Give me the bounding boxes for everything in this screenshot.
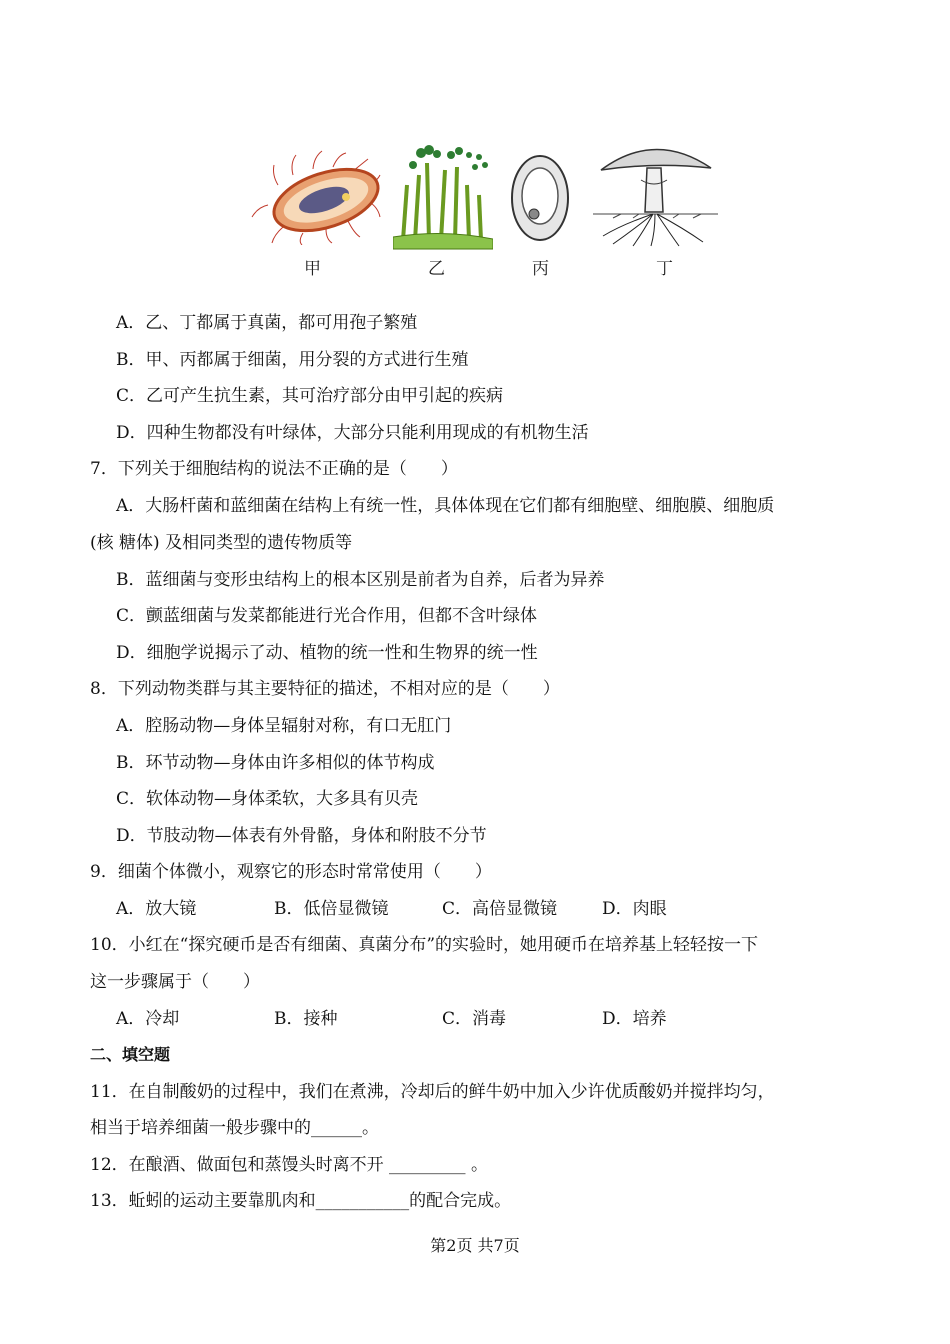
q7-option-a-line2: (核 糖体) 及相同类型的遗传物质等 — [90, 533, 353, 553]
q10-stem-line1: 10．小红在“探究硬币是否有细菌、真菌分布”的实验时，她用硬币在培养基上轻轻按一下 — [90, 935, 759, 955]
q10-option-c: C．消毒 — [442, 1009, 507, 1029]
q8-option-a: A．腔肠动物—身体呈辐射对称，有口无肛门 — [116, 716, 452, 736]
q10-option-a: A．冷却 — [116, 1009, 180, 1029]
q7-option-a-line1: A．大肠杆菌和蓝细菌在结构上有统一性，具体体现在它们都有细胞壁、细胞膜、细胞质 — [116, 496, 775, 516]
q8-stem: 8．下列动物类群与其主要特征的描述，不相对应的是（ ） — [90, 679, 560, 699]
q7-option-d: D．细胞学说揭示了动、植物的统一性和生物界的统一性 — [116, 643, 538, 663]
mushroom-illustration — [593, 140, 718, 250]
yeast-illustration — [508, 152, 572, 244]
q6-option-b: B．甲、丙都属于细菌，用分裂的方式进行生殖 — [116, 350, 469, 370]
mold-illustration — [393, 145, 493, 250]
q10-option-d: D．培养 — [602, 1009, 667, 1029]
q13: 13．蚯蚓的运动主要靠肌肉和___________的配合完成。 — [90, 1191, 512, 1211]
section-fill-in-heading: 二、填空题 — [90, 1045, 171, 1064]
figure-label-yi: 乙 — [428, 259, 445, 279]
q12: 12．在酿酒、做面包和蒸馒头时离不开 _________ 。 — [90, 1155, 488, 1175]
q8-option-c: C．软体动物—身体柔软，大多具有贝壳 — [116, 789, 419, 809]
q9-stem: 9．细菌个体微小，观察它的形态时常常使用（ ） — [90, 862, 492, 882]
organism-figure — [248, 140, 718, 280]
q9-option-c: C．高倍显微镜 — [442, 899, 558, 919]
q7-option-b: B．蓝细菌与变形虫结构上的根本区别是前者为自养，后者为异养 — [116, 570, 605, 590]
q10-option-b: B．接种 — [274, 1009, 338, 1029]
page-footer: 第2页 共7页 — [430, 1236, 520, 1255]
figure-label-jia: 甲 — [304, 259, 321, 279]
q6-option-c: C．乙可产生抗生素，其可治疗部分由甲引起的疾病 — [116, 386, 504, 406]
q10-stem-line2: 这一步骤属于（ ） — [90, 972, 260, 992]
q11-line2: 相当于培养细菌一般步骤中的______。 — [90, 1118, 379, 1138]
bacterium-illustration — [248, 145, 383, 245]
q7-stem: 7．下列关于细胞结构的说法不正确的是（ ） — [90, 459, 458, 479]
q9-option-a: A．放大镜 — [116, 899, 197, 919]
q11-line1: 11．在自制酸奶的过程中，我们在煮沸，冷却后的鲜牛奶中加入少许优质酸奶并搅拌均匀， — [90, 1082, 775, 1102]
q8-option-b: B．环节动物—身体由许多相似的体节构成 — [116, 753, 435, 773]
q8-option-d: D．节肢动物—体表有外骨骼，身体和附肢不分节 — [116, 826, 487, 846]
q9-option-b: B．低倍显微镜 — [274, 899, 389, 919]
q6-option-a: A．乙、丁都属于真菌，都可用孢子繁殖 — [116, 313, 418, 333]
q6-option-d: D．四种生物都没有叶绿体，大部分只能利用现成的有机物生活 — [116, 423, 589, 443]
figure-label-bing: 丙 — [532, 259, 549, 279]
q7-option-c: C．颤蓝细菌与发菜都能进行光合作用，但都不含叶绿体 — [116, 606, 538, 626]
q9-option-d: D．肉眼 — [602, 899, 667, 919]
figure-label-ding: 丁 — [656, 259, 673, 279]
